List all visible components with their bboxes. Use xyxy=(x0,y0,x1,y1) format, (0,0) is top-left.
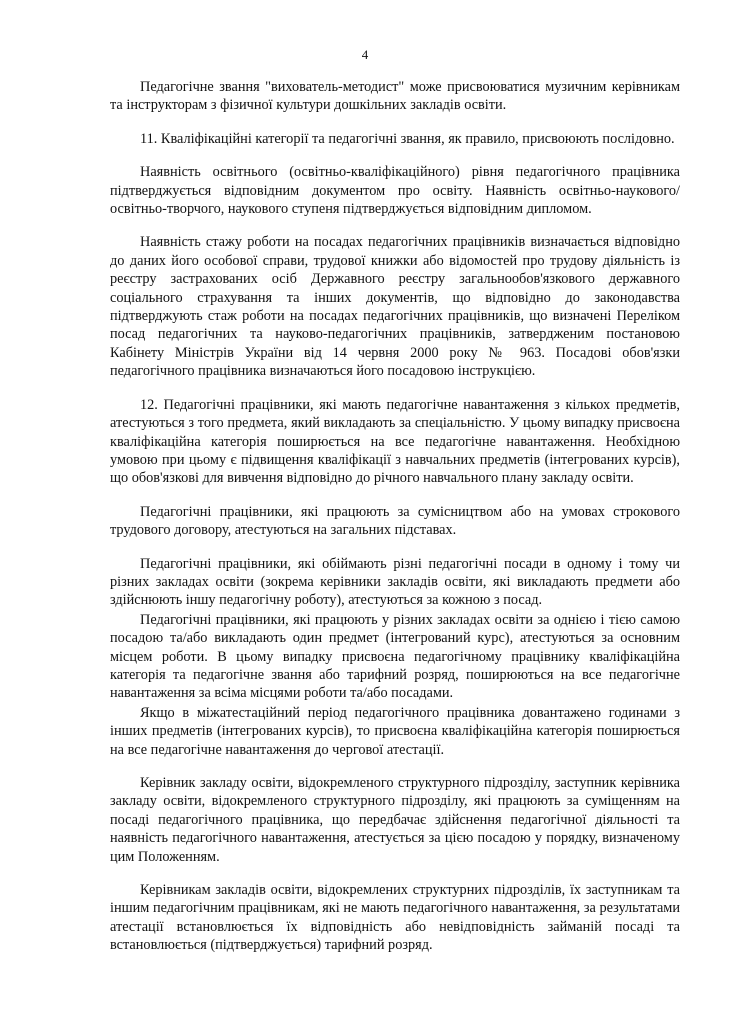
paragraph: Педагогічні працівники, які працюють у різних закладах освіти за однією і тією самою посадою та/або викладають один предмет (інтегрований курс), атестуються за основним місцем роботи. В цьому випадку присвоєна педагогічному працівнику кваліфікаційна категорія та педагогічне звання або тарифний розряд, поширюються на все педагогічне навантаження за всіма місцями роботи та/або посадами. xyxy=(110,611,680,702)
paragraph: Педагогічні працівники, які обіймають різні педагогічні посади в одному і тому чи різних закладах освіти (зокрема керівники закладів освіти, які викладають предмети або здійснюють іншу педагогічну роботу), атестуються за кожною з посад. xyxy=(110,555,680,609)
paragraph: Наявність стажу роботи на посадах педагогічних працівників визначається відповідно до даних його особової справи, трудової книжки або відомостей про трудову діяльність із реєстру застрахованих осіб Державного реєстру загальнообов'язкового державного соціального страхування та інших документів, що відповідно до законодавства підтверджують стаж роботи на посадах педагогічних працівників, що визначені Переліком посад педагогічних та науково-педагогічних працівників, затвердженим постановою Кабінету Міністрів України від 14 червня 2000 року № 963. Посадові обов'язки педагогічного працівника визначаються його посадовою інструкцією. xyxy=(110,234,680,380)
document-body xyxy=(110,78,680,955)
paragraph: Педагогічні працівники, які працюють за сумісництвом або на умовах строкового трудового договору, атестуються на загальних підставах. xyxy=(110,503,680,539)
paragraph: Педагогічне звання "вихователь-методист" може присвоюватися музичним керівникам та інструкторам з фізичної культури дошкільних закладів освіти. xyxy=(110,79,680,114)
paragraph: 11. Кваліфікаційні категорії та педагогічні звання, як правило, присвоюють послідовно. xyxy=(140,130,675,147)
paragraph: Якщо в міжатестаційний період педагогічного працівника довантажено годинами з інших предметів (інтегрованих курсів), то присвоєна кваліфікаційна категорія поширюється на все педагогічне навантаження до чергової атестації. xyxy=(110,704,680,758)
paragraph: Керівник закладу освіти, відокремленого структурного підрозділу, заступник керівника закладу освіти, відокремленого структурного підрозділу, які працюють за суміщенням на посаді педагогічного працівника, що передбачає здійснення педагогічної діяльності та наявність педагогічного навантаження, атестується за цією посадою у порядку, визначеному цим Положенням. xyxy=(110,775,680,865)
paragraph: Керівникам закладів освіти, відокремлених структурних підрозділів, їх заступникам та іншим педагогічним працівникам, які не мають педагогічного навантаження, за результатами атестації встановлюється їх відповідність або невідповідність займаній посаді та встановлюється (підтверджується) тарифний розряд. xyxy=(110,882,680,954)
paragraph: 12. Педагогічні працівники, які мають педагогічне навантаження з кількох предметів, атестуються з того предмета, який викладають за спеціальністю. У цьому випадку присвоєна кваліфікаційна категорія поширюється на все педагогічне навантаження. Необхідною умовою при цьому є підвищення кваліфікації з навчальних предметів (інтегрованих курсів), що обов'язкові для вивчення відповідно до річного навчального плану закладу освіти. xyxy=(110,396,680,487)
page-number: 4 xyxy=(361,47,369,62)
paragraph: Наявність освітнього (освітньо-кваліфікаційного) рівня педагогічного працівника підтверджується відповідним документом про освіту. Наявність освітньо-наукового/освітньо-творчого, наукового ступеня підтверджується відповідним дипломом. xyxy=(110,164,680,218)
